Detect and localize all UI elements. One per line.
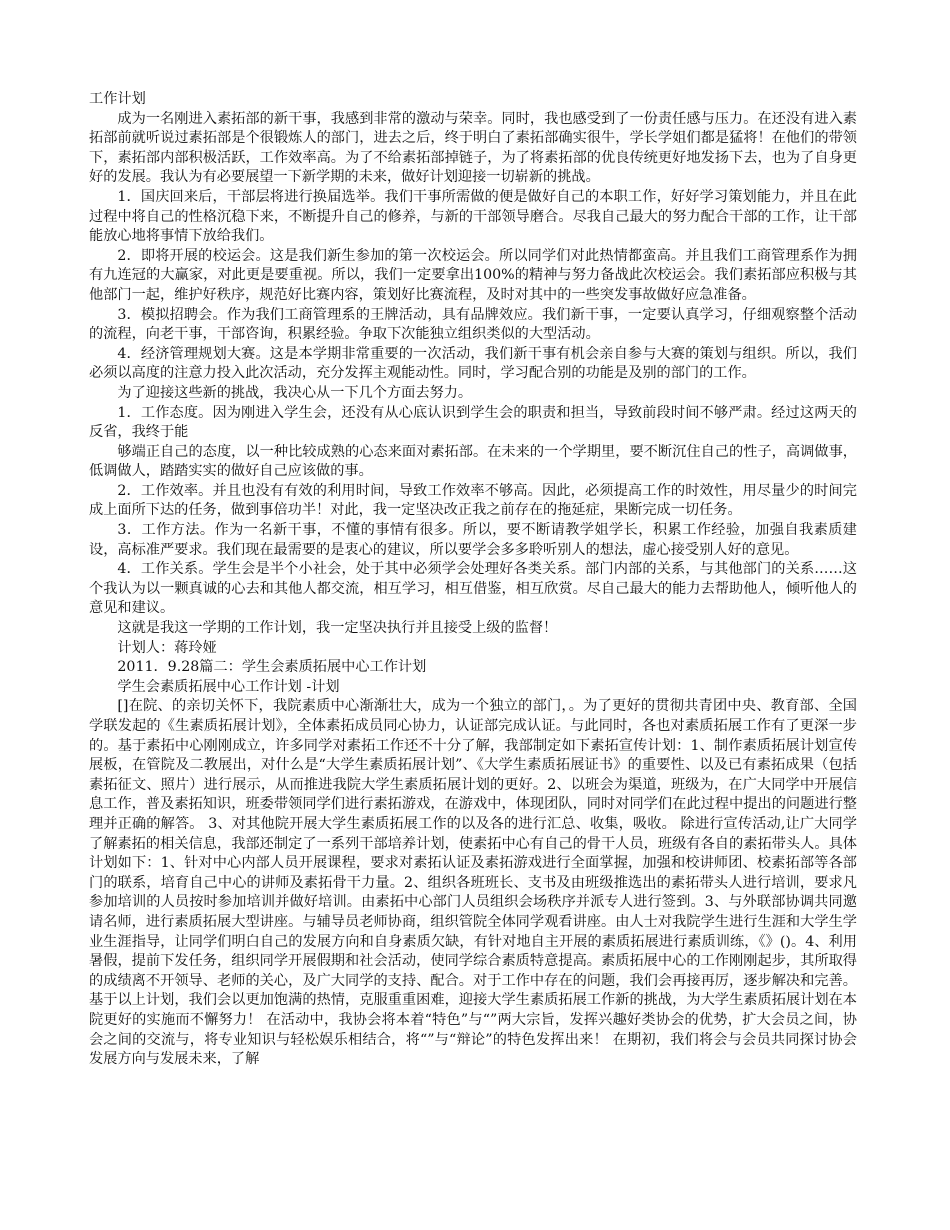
signature-line: 计划人：蒋玲娅 <box>117 639 217 656</box>
paragraph: 3．模拟招聘会。作为我们工商管理系的王牌活动，具有品牌效应。我们新干事，一定要认真学习，仔细观察整个活动的流程，向老干事，干部咨询，积累经验。争取下次能独立组织类似的大型活动。 <box>89 306 857 343</box>
document-page <box>89 90 857 1070</box>
paragraph: 成为一名刚进入素拓部的新干事，我感到非常的激动与荣幸。同时，我也感受到了一份责任感与压力。在还没有进入素拓部前就听说过素拓部是个很锻炼人的部门，进去之后，终于明白了素拓部确实很牛，学长学姐们都是猛将！在他们的带领下，素拓部内部积极活跃，工作效率高。为了不给素拓部掉链子，为了将素拓部的优良传统更好地发扬下去，也为了自身更好的发展。我认为有必要展望一下新学期的未来，做好计划迎接一切崭新的挑战。 <box>89 110 857 186</box>
paragraph: 这就是我这一学期的工作计划，我一定坚决执行并且接受上级的监督！ <box>117 620 558 637</box>
paragraph: []在院、的亲切关怀下，我院素质中心渐渐壮大，成为一个独立的部门，。为了更好的贯彻共青团中央、教育部、全国学联发起的《生素质拓展计划》，全体素拓成员同心协力，认证部完成认证。与此同时，各也对素质拓展工作有了更深一步的。基于素拓中心刚刚成立，许多同学对素拓工作还不十分了解，我部制定如下素拓宣传计划：1、制作素质拓展计划宣传展板，在管院及二教展出，对什么是“大学生素质拓展计划”、《大学生素质拓展证书》的重要性、以及已有素拓成果（包括素拓征文、照片）进行展示，从而推进我院大学生素质拓展计划的更好。2、以班会为渠道，班级为，在广大同学中开展信息工作，普及素拓知识，班委带领同学们进行素拓游戏，在游戏中，体现团队，同时对同学们在此过程中提出的问题进行整理并正确的解答。 3、对其他院开展大学生素质拓展工作的以及各的进行汇总、收集，吸收。 除进行宣传活动,让广大同学了解素拓的相关信息，我部还制定了一系列干部培养计划，使素拓中心有自己的骨干人员，班级有各自的素拓带头人。具体计划如下：1、针对中心内部人员开展课程，要求对素拓认证及素拓游戏进行全面掌握，加强和校讲师团、校素拓部等各部门的联系，培育自己中心的讲师及素拓骨干力量。2、组织各班班长、支书及由班级推选出的素拓带头人进行培训，要求凡参加培训的人员按时参加培训并做好培训。由素拓中心部门人员组织会场秩序并派专人进行签到。3、与外联部协调共同邀请名师，进行素质拓展大型讲座。与辅导员老师协商，组织管院全体同学观看讲座。由人士对我院学生进行生涯和大学生学业生涯指导，让同学们明白自己的发展方向和自身素质欠缺，有针对地自主开展的素质拓展进行素质训练，《》()。4、利用暑假，提前下发任务，组织同学开展假期和社会活动，使同学综合素质特意提高。素质拓展中心的工作刚刚起步，其所取得的成绩离不开领导、老师的关心，及广大同学的支持、配合。对于工作中存在的问题，我们会再接再厉，逐步解决和完善。基于以上计划，我们会以更加饱满的热情，克服重重困难，迎接大学生素质拓展工作新的挑战，为大学生素质拓展计划在本院更好的实施而不懈努力！ 在活动中，我协会将本着“特色”与“”两大宗旨，发挥兴趣好类协会的优势，扩大会员之间，协会之间的交流与，将专业知识与轻松娱乐相结合，将“”与“辩论”的特色发挥出来！ 在期初，我们将会与会员共同探讨协会发展方向与发展未来，了解 <box>89 698 857 1068</box>
paragraph: 2．工作效率。并且也没有有效的利用时间，导致工作效率不够高。因此，必须提高工作的时效性，用尽量少的时间完成上面所下达的任务，做到事倍功半！对此，我一定坚决改正我之前存在的拖延症，果断完成一切任务。 <box>89 482 857 519</box>
paragraph: 4．工作关系。学生会是半个小社会，处于其中必须学会处理好各类关系。部门内部的关系，与其他部门的关系……这个我认为以一颗真诚的心去和其他人都交流，相互学习，相互借鉴，相互欣赏。尽自己最大的能力去帮助他人，倾听他人的意见和建议。 <box>89 561 857 617</box>
paragraph: 2．即将开展的校运会。这是我们新生参加的第一次校运会。所以同学们对此热情都蛮高。并且我们工商管理系作为拥有九连冠的大赢家，对此更是要重视。所以，我们一定要拿出100%的精神与努力备战此次校运会。我们素拓部应积极与其他部门一起，维护好秩序，规范好比赛内容，策划好比赛流程，及时对其中的一些突发事故做好应急准备。 <box>89 247 857 303</box>
section-subtitle: 学生会素质拓展中心工作计划 -计划 <box>117 678 340 695</box>
paragraph: 1．国庆回来后，干部层将进行换届选举。我们干事所需做的便是做好自己的本职工作，好好学习策划能力，并且在此过程中将自己的性格沉稳下来，不断提升自己的修养，与新的干部领导磨合。尽我自己最大的努力配合干部的工作，让干部能放心地将事情下放给我们。 <box>89 188 857 245</box>
paragraph: 为了迎接这些新的挑战，我决心从一下几个方面去努力。 <box>117 384 473 401</box>
document-title: 工作计划 <box>89 91 146 107</box>
paragraph: 够端正自己的态度，以一种比较成熟的心态来面对素拓部。在未来的一个学期里，要不断沉住自己的性子，高调做事，低调做人，踏踏实实的做好自己应该做的事。 <box>89 443 857 480</box>
paragraph: 3．工作方法。作为一名新干事，不懂的事情有很多。所以，要不断请教学姐学长，积累工作经验，加强自我素质建设，高标准严要求。我们现在最需要的是衷心的建议，所以要学会多多聆听别人的想法，虚心接受别人好的意见。 <box>89 522 857 558</box>
paragraph: 4．经济管理规划大赛。这是本学期非常重要的一次活动，我们新干事有机会亲自参与大赛的策划与组织。所以，我们必须以高度的注意力投入此次活动，充分发挥主观能动性。同时，学习配合别的功能是及别的部门的工作。 <box>89 345 857 382</box>
date-section-heading: 2011．9.28篇二：学生会素质拓展中心工作计划 <box>117 659 427 676</box>
paragraph: 1．工作态度。因为刚进入学生会，还没有从心底认识到学生会的职责和担当，导致前段时间不够严肃。经过这两天的反省，我终于能 <box>89 404 857 441</box>
